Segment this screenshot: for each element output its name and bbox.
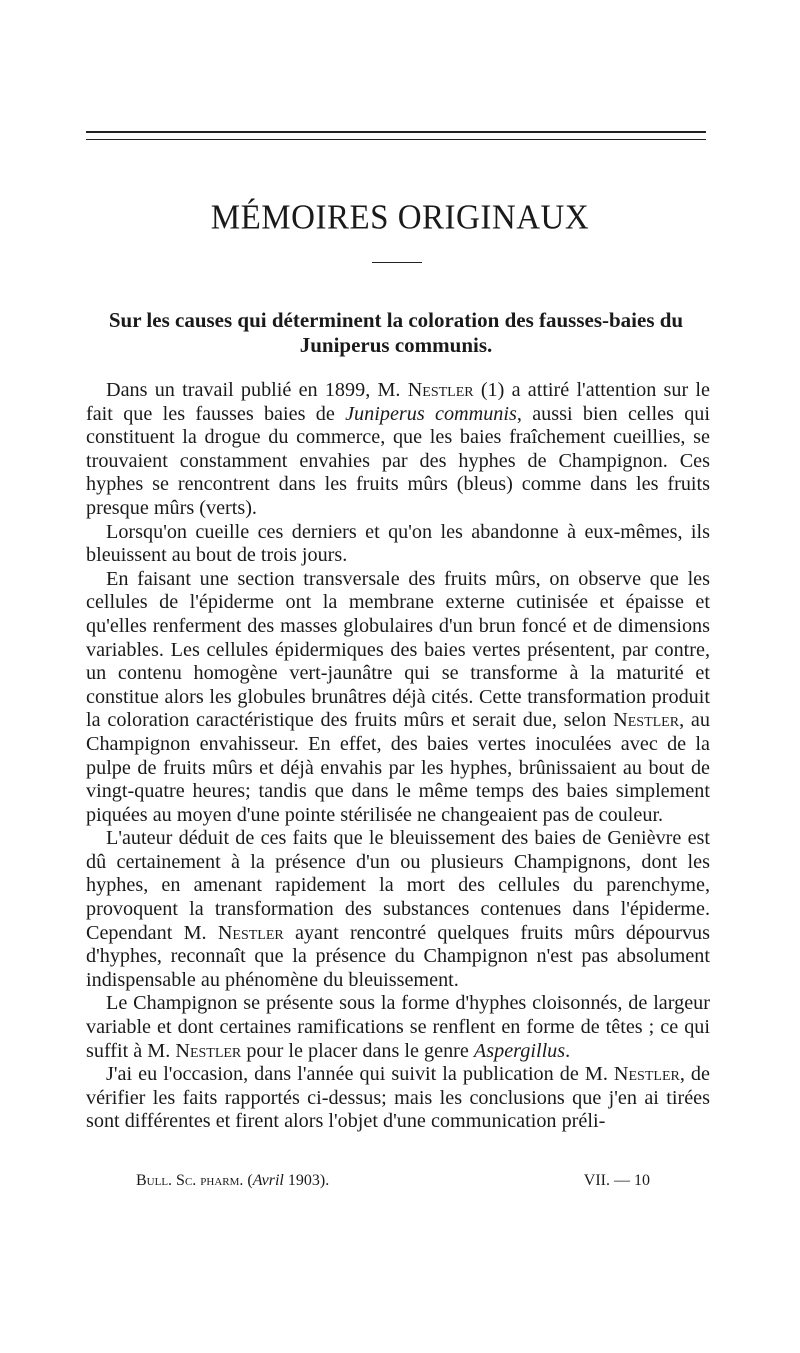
section-title: MÉMOIRES ORIGINAUX — [210, 199, 590, 237]
genus-name: Aspergillus — [473, 1039, 566, 1062]
page-footer — [86, 1172, 710, 1190]
title-separator-rule — [372, 262, 422, 263]
paragraph-1: Dans un travail publié en 1899, M. Nestler (1) a attiré l'attention sur le fait que les fausses baies de Juniperus communis, aussi bien celles qui constituent la drogue du commerce, que les baies fraîchement cueillies, se trouvaient constamment envahies par des hyphes de Champignon. Ces hyphes se rencontrent dans les fruits mûrs (bleus) comme dans les fruits presque mûrs (verts). — [86, 379, 710, 519]
author-name: Nestler — [613, 709, 680, 732]
top-double-rule-thin — [86, 139, 706, 140]
paragraph-2: Lorsqu'on cueille ces derniers et qu'on les abandonne à eux-mêmes, ils bleuissent au bout de trois jours. — [86, 520, 710, 567]
article-title: Sur les causes qui déterminent la coloration des fausses-baies du Juniperus communis. — [108, 308, 684, 357]
author-name: Nestler — [407, 379, 474, 401]
top-double-rule — [86, 131, 706, 133]
paragraph-5: Le Champignon se présente sous la forme d'hyphes cloisonnés, de largeur variable et dont certaines ramifications se renflent en forme de têtes ; ce qui suffit à M. Nestler pour le placer dans le genre Aspergillus. — [86, 992, 710, 1062]
author-name: Nestler — [217, 921, 284, 944]
species-name: Juniperus communis — [345, 402, 517, 425]
paragraph-4: L'auteur déduit de ces faits que le bleuissement des baies de Genièvre est dû certainement à la présence d'un ou plusieurs Champignons, dont les hyphes, en amenant rapidement la mort des cellules du parenchyme, provoquent la transformation des substances contenues dans l'épiderme. Cependant M. Nestler ayant rencontré quelques fruits mûrs dépourvus d'hyphes, reconnaît que la présence du Champignon n'est pas absolument indispensable au phénomène du bleuissement. — [86, 827, 710, 991]
journal-citation: Bull. Sc. pharm. (Avril 1903). — [136, 1172, 330, 1189]
author-name: Nestler — [613, 1063, 680, 1086]
author-name: Nestler — [175, 1039, 242, 1062]
paragraph-6: J'ai eu l'occasion, dans l'année qui suivit la publication de M. Nestler, de vérifier les faits rapportés ci-dessus; mais les conclusions que j'en ai tirées sont différentes et firent alors l'objet d'une communication préli- — [86, 1063, 710, 1133]
article-body — [86, 379, 710, 1134]
paragraph-3: En faisant une section transversale des fruits mûrs, on observe que les cellules de l'épiderme ont la membrane externe cutinisée et épaisse et qu'elles renferment des masses globulaires d'un brun foncé et de dimensions variables. Les cellules épidermiques des baies vertes présentent, par contre, un contenu homogène vert-jaunâtre qui se transforme à la maturité et constitue alors les globules brunâtres déjà cités. Cette transformation produit la coloration caractéristique des fruits mûrs et serait due, selon Nestler, au Champignon envahisseur. En effet, des baies vertes inoculées avec de la pulpe de fruits mûrs et déjà envahis par les hyphes, brûnissaient au bout de vingt-quatre heures; tandis que dans le même temps des baies simplement piquées au moyen d'une pointe stérilisée ne changeaient pas de couleur. — [86, 567, 710, 826]
page-reference: VII. — 10 — [583, 1172, 650, 1189]
